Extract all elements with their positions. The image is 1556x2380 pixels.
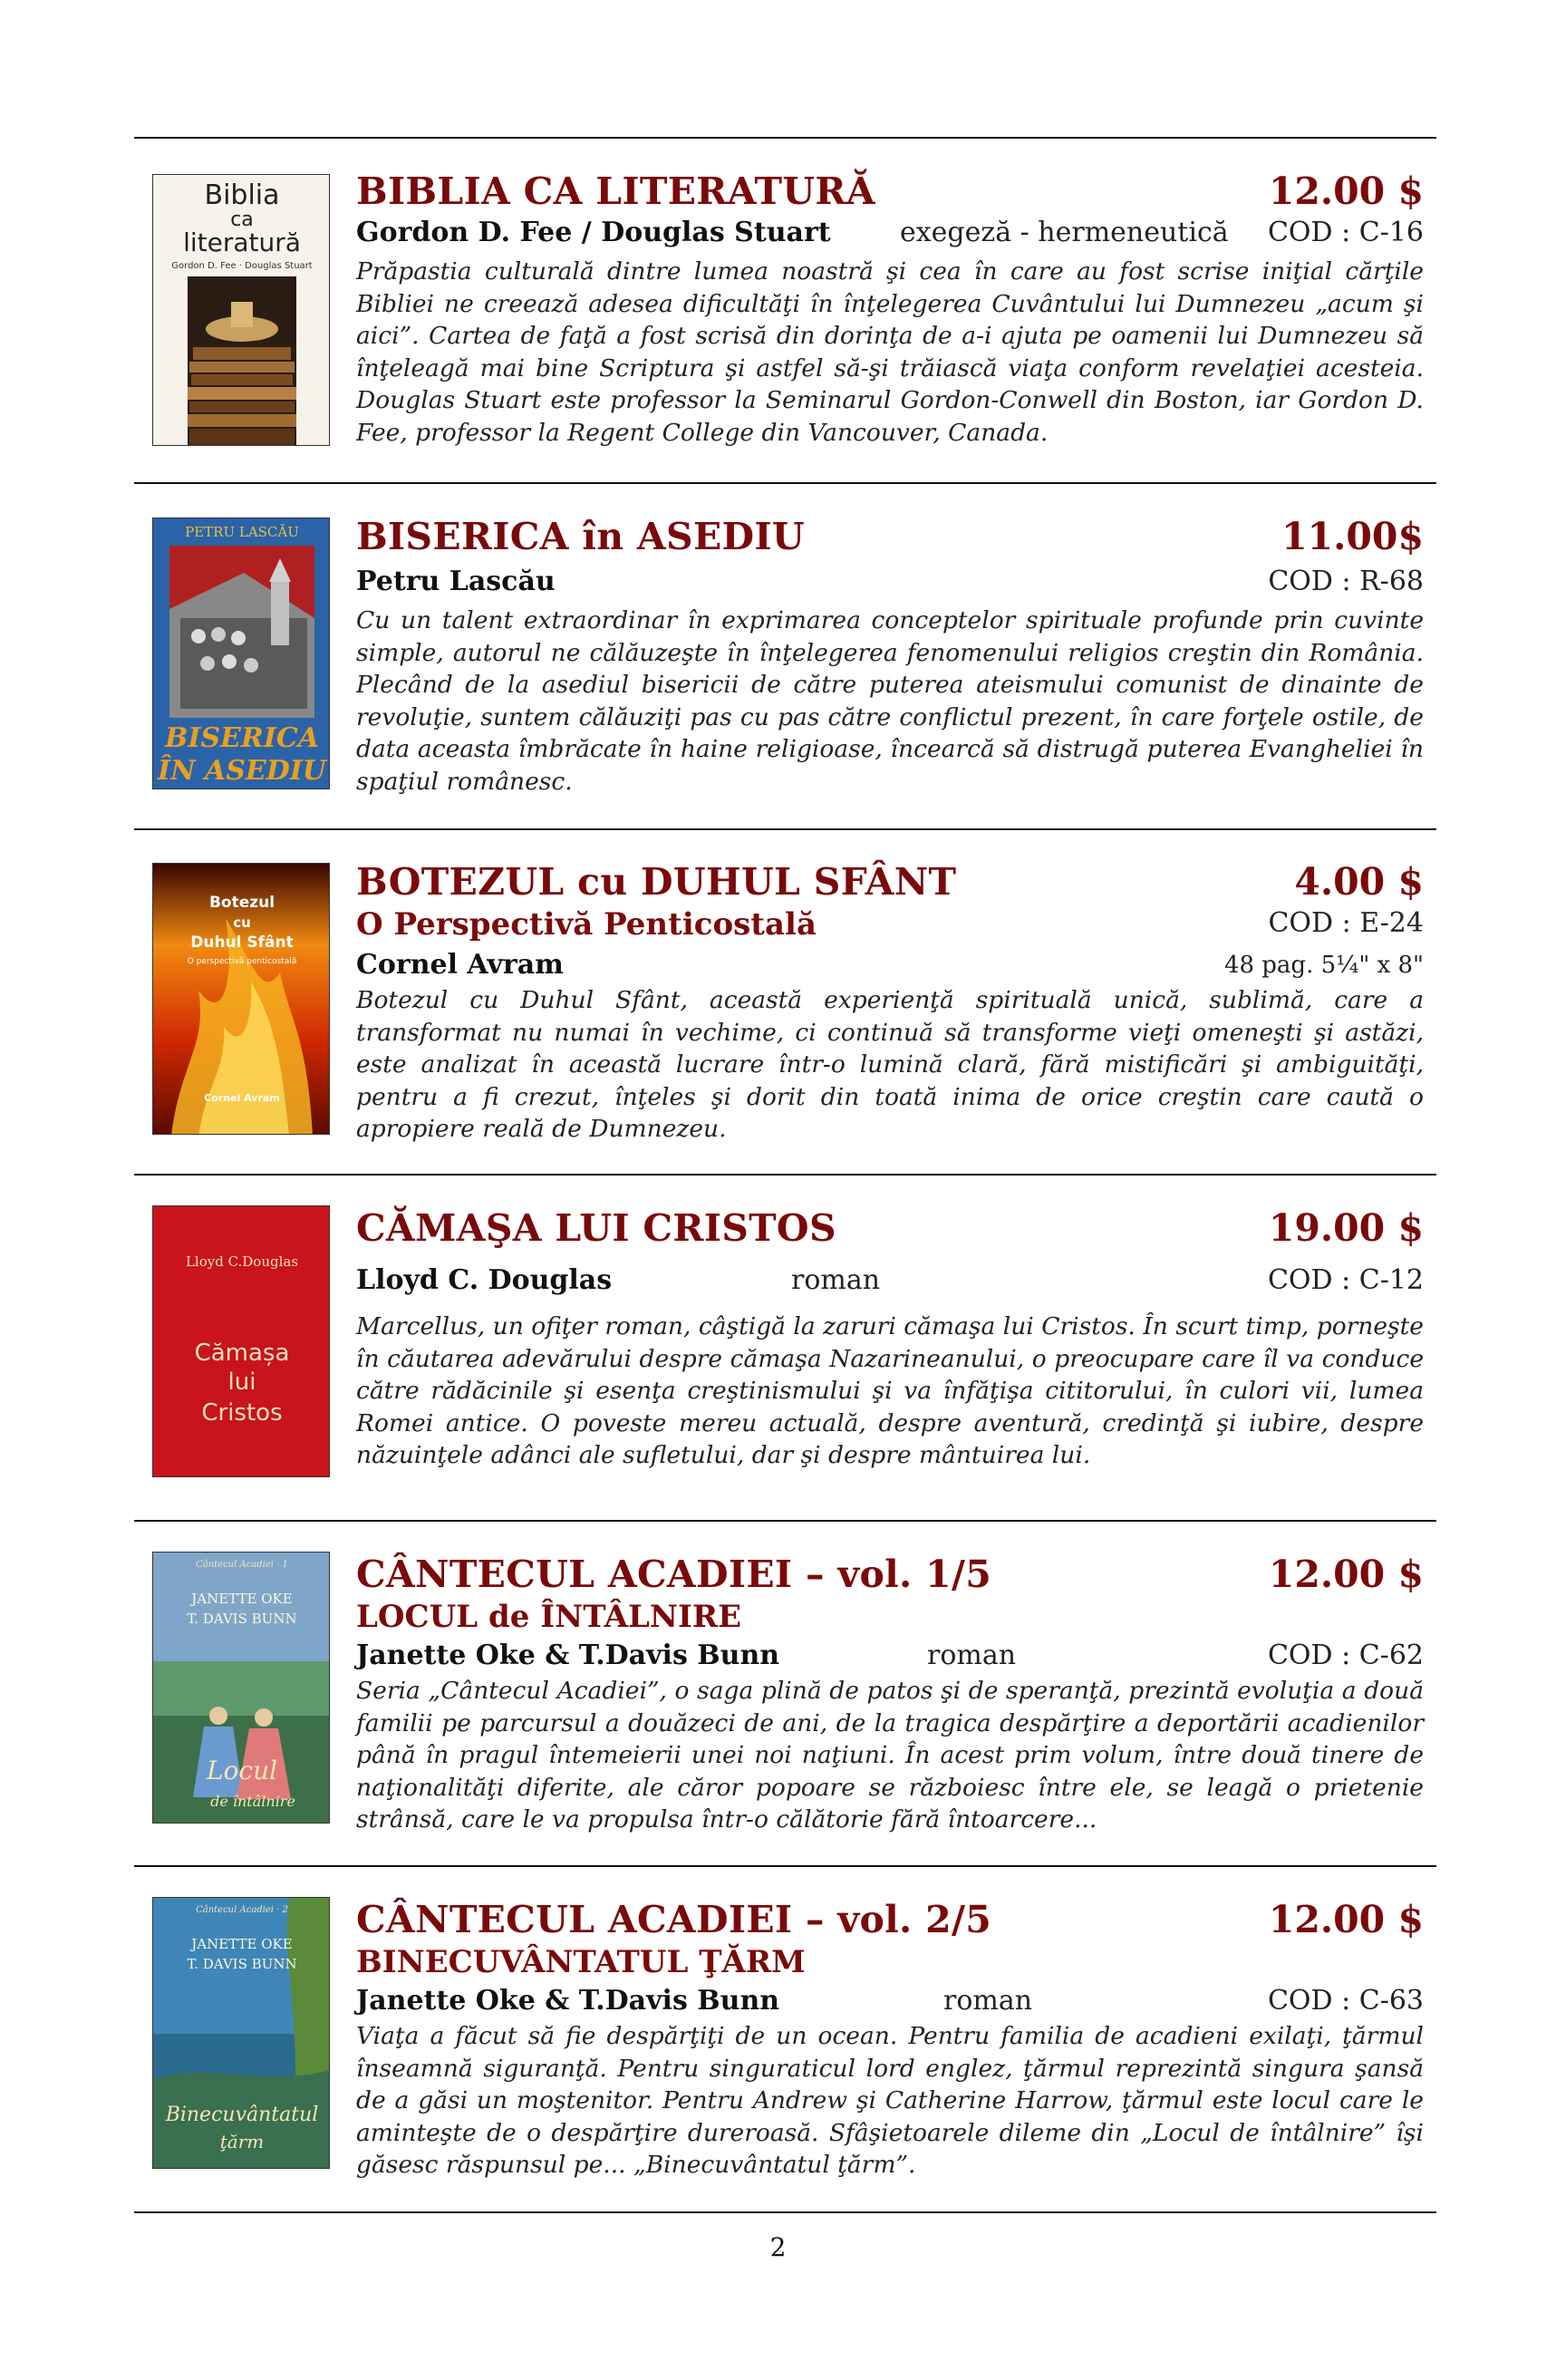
- divider: [134, 1174, 1436, 1175]
- book-price: 19.00 $: [1268, 1206, 1424, 1250]
- book-genre: roman: [927, 1640, 1017, 1671]
- divider: [134, 137, 1436, 139]
- page-number: 2: [769, 2232, 787, 2262]
- cover-author: Lloyd C.Douglas: [185, 1253, 299, 1270]
- book-author: Cornel Avram: [356, 949, 564, 981]
- book-title: CÂNTECUL ACADIEI – vol. 2/5: [356, 1898, 992, 1941]
- cover-author: PETRU LASCĂU: [185, 524, 299, 540]
- book-cover-art: [153, 1553, 330, 1824]
- cover-author: JANETTE OKE: [191, 1936, 293, 1952]
- book-genre: exegeză - hermeneutică: [900, 217, 1229, 248]
- book-cover[interactable]: [152, 518, 330, 789]
- book-cover[interactable]: [152, 863, 330, 1135]
- book-price: 12.00 $: [1268, 169, 1424, 213]
- book-genre: roman: [791, 1264, 881, 1296]
- cover-authors: Gordon D. Fee · Douglas Stuart: [171, 261, 313, 271]
- cover-author: T. DAVIS BUNN: [187, 1956, 297, 1972]
- book-code: COD : E-24: [1268, 907, 1424, 939]
- book-code: COD : C-16: [1267, 217, 1424, 248]
- book-title: BIBLIA CA LITERATURĂ: [356, 169, 875, 213]
- cover-title-line: BISERICA: [164, 722, 320, 754]
- cover-title-line: Cămașa: [194, 1340, 290, 1367]
- book-price: 11.00$: [1281, 515, 1424, 558]
- book-description: Cu un talent extraordinar în exprimarea conceptelor spirituale profunde prin cuvinte simple, autorul ne călăuzeşte în înţelegerea fenomenului religios creştin din România. Plecând de la asediul bisericii de către puterea ateismului comunist de dinainte de revoluţie, suntem călăuziţi pas cu pas către conflictul prezent, în care forţele ostile, de data aceasta îmbrăcate în haine religioase, încearcă să distrugă puterea Evangheliei în spaţiul românesc.: [356, 606, 1424, 796]
- book-price: 4.00 $: [1294, 860, 1424, 904]
- cover-title-line: ÎN ASEDIU: [158, 755, 326, 787]
- book-format: 48 pag. 5¼" x 8": [1223, 952, 1424, 979]
- book-title: BOTEZUL cu DUHUL SFÂNT: [356, 860, 957, 904]
- book-code: COD : C-63: [1267, 1985, 1424, 2017]
- book-price: 12.00 $: [1268, 1898, 1424, 1941]
- cover-title-line: Binecuvântatul: [165, 2104, 319, 2126]
- cover-subtitle: O perspectivă penticostală: [187, 957, 297, 966]
- cover-author: Cornel Avram: [204, 1092, 280, 1104]
- cover-title-line: Biblia: [204, 179, 280, 211]
- cover-title-line: literatură: [183, 227, 301, 257]
- cover-title-line: Botezul: [208, 894, 275, 912]
- book-title: CÂNTECUL ACADIEI – vol. 1/5: [356, 1553, 992, 1596]
- book-author: Lloyd C. Douglas: [356, 1264, 613, 1296]
- book-author: Gordon D. Fee / Douglas Stuart: [356, 217, 831, 248]
- book-description: Marcellus, un ofiţer roman, câştigă la zaruri cămaşa lui Cristos. În scurt timp, porneşte în căutarea adevărului despre cămaşa Nazarineanului, o preocupare care îl va conduce către rădăcinile şi esenţa creştinismului şi va înfăţişa cititorului, în culori vii, lumea Romei antice. O poveste mereu actuală, despre aventură, credinţă şi iubire, despre năzuinţele adânci ale sufletului, dar şi despre mântuirea lui.: [356, 1312, 1424, 1469]
- book-subtitle: BINECUVÂNTATUL ŢĂRM: [356, 1944, 806, 1980]
- divider: [134, 828, 1436, 830]
- book-author: Janette Oke & T.Davis Bunn: [356, 1985, 780, 2017]
- book-description: Viaţa a făcut să fie despărţiţi de un ocean. Pentru familia de acadieni exilaţi, ţărmul înseamnă siguranţă. Pentru singuraticul lord englez, ţărmul reprezintă singura şansă de a găsi un moştenitor. Pentru Andrew şi Catherine Harrow, ţărmul este locul care le aminteşte de o despărţire dureroasă. Sfâşietoarele dileme din „Locul de întâlnire” îşi găsesc răspunsul pe... „Binecuvântatul ţărm”.: [356, 2022, 1424, 2179]
- book-cover-art: [153, 175, 330, 446]
- book-cover[interactable]: [152, 174, 330, 446]
- book-cover-art: [153, 1898, 330, 2169]
- cover-title-line: ţărm: [219, 2131, 265, 2153]
- book-description: Seria „Cântecul Acadiei”, o saga plină de patos şi de speranţă, prezintă evoluţia a două familii pe parcursul a douăzeci de ani, de la tragica despărţire a deportării acadienilor până în pragul întemeierii unei noi naţiuni. În acest prim volum, între două tinere de naţionalităţi diferite, ale căror popoare se războiesc între ele, se leagă o prietenie strânsă, care le va propulsa într-o călătorie fără întoarcere...: [356, 1677, 1424, 1833]
- book-cover[interactable]: [152, 1552, 330, 1824]
- cover-author: JANETTE OKE: [191, 1591, 293, 1607]
- cover-author: T. DAVIS BUNN: [187, 1611, 297, 1627]
- cover-title-line: Duhul Sfânt: [190, 934, 294, 952]
- book-title: CĂMAŞA LUI CRISTOS: [356, 1206, 836, 1250]
- book-description: Prăpastia culturală dintre lumea noastră şi cea în care au fost scrise iniţial cărţile Bibliei ne creează adesea dificultăţi în înţelegerea Cuvântului lui Dumnezeu „acum şi aici”. Cartea de faţă a fost scrisă din dorinţa de a-i ajuta pe oamenii lui Dumnezeu să înţeleagă mai bine Scriptura şi astfel să-şi trăiască viaţa conform revelaţiei acesteia. Douglas Stuart este professor la Seminarul Gordon-Conwell din Boston, iar Gordon D. Fee, professor la Regent College din Vancouver, Canada.: [356, 257, 1424, 447]
- book-description: Botezul cu Duhul Sfânt, această experienţă spirituală unică, sublimă, care a transformat nu numai în vechime, ci continuă să transforme vieţi omeneşti şi astăzi, este analizat în această lucrare într-o lumină clară, fără mistificări şi ambiguităţi, pentru a fi crezut, înţeles şi dorit din toată inima de orice creştin care caută o apropiere reală de Dumnezeu.: [356, 986, 1424, 1143]
- book-subtitle: LOCUL de ÎNTÂLNIRE: [356, 1599, 742, 1635]
- cover-series: Cântecul Acadiei · 2: [196, 1905, 288, 1915]
- book-cover-art: [153, 1206, 330, 1477]
- cover-title-line: Locul: [206, 1756, 278, 1785]
- book-title: BISERICA în ASEDIU: [356, 515, 805, 558]
- book-cover[interactable]: [152, 1205, 330, 1477]
- cover-title-line: lui: [227, 1369, 256, 1396]
- book-author: Petru Lascău: [356, 566, 556, 597]
- book-cover[interactable]: [152, 1897, 330, 2169]
- book-genre: roman: [943, 1985, 1033, 2017]
- book-price: 12.00 $: [1268, 1553, 1424, 1596]
- divider: [134, 2211, 1436, 2213]
- book-code: COD : C-12: [1267, 1264, 1424, 1296]
- book-code: COD : C-62: [1267, 1640, 1424, 1671]
- book-cover-art: [153, 518, 330, 789]
- book-subtitle: O Perspectivă Penticostală: [356, 906, 817, 943]
- cover-title-line: ca: [230, 208, 254, 231]
- divider: [134, 482, 1436, 484]
- cover-title-line: Cristos: [201, 1399, 283, 1427]
- cover-title-line: de întâlnire: [210, 1793, 295, 1810]
- cover-series: Cântecul Acadiei · 1: [196, 1560, 288, 1570]
- cover-title-line: cu: [233, 914, 251, 931]
- book-cover-art: [153, 864, 330, 1135]
- book-code: COD : R-68: [1268, 566, 1424, 597]
- divider: [134, 1865, 1436, 1867]
- divider: [134, 1520, 1436, 1522]
- book-author: Janette Oke & T.Davis Bunn: [356, 1640, 780, 1671]
